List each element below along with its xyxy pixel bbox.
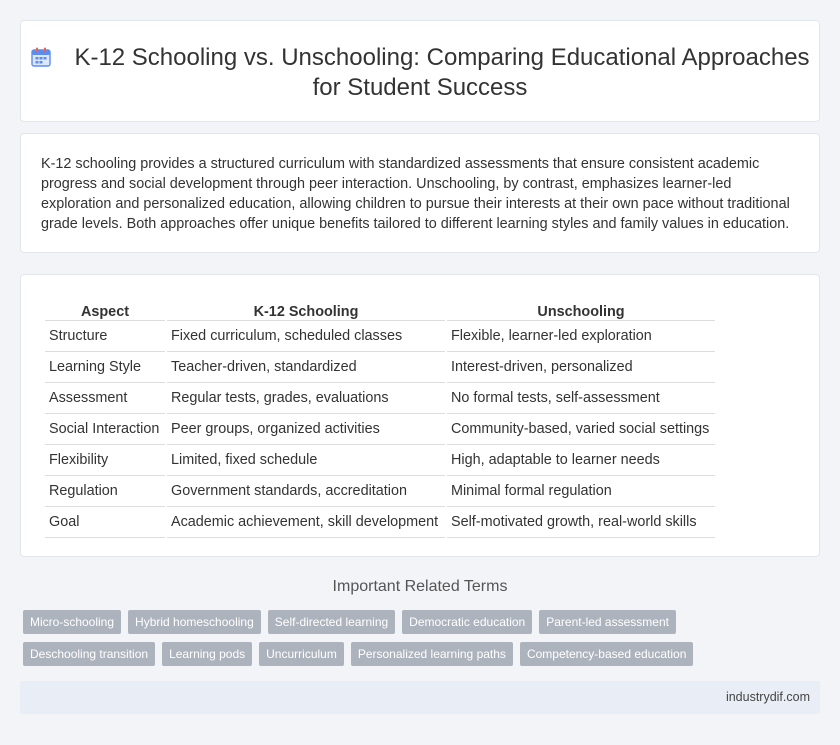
row-aspect: Assessment [45,383,165,414]
row-k12: Teacher-driven, standardized [167,352,445,383]
table-row [45,476,715,507]
table-row [45,383,715,414]
row-aspect: Goal [45,507,165,538]
row-k12: Academic achievement, skill development [167,507,445,538]
tag-micro-schooling[interactable]: Micro-schooling [23,610,121,634]
tag-parent-led-assessment[interactable]: Parent-led assessment [539,610,676,634]
page-title: K-12 Schooling vs. Unschooling: Comparing Educational Approaches for Student Success [74,44,810,101]
row-unschooling: Interest-driven, personalized [447,352,715,383]
row-k12: Limited, fixed schedule [167,445,445,476]
row-aspect: Social Interaction [45,414,165,445]
row-aspect: Regulation [45,476,165,507]
tag-uncurriculum[interactable]: Uncurriculum [259,642,344,666]
row-unschooling: Community-based, varied social settings [447,414,715,445]
row-unschooling: No formal tests, self-assessment [447,383,715,414]
table-header-row [45,297,715,321]
row-unschooling: High, adaptable to learner needs [447,445,715,476]
comparison-table [43,297,717,538]
footer [20,681,820,714]
header-card [20,20,820,122]
row-aspect: Learning Style [45,352,165,383]
tag-personalized-learning-paths[interactable]: Personalized learning paths [351,642,513,666]
footer-site-link[interactable]: industrydif.com [725,690,810,704]
table-row [45,507,715,538]
tag-self-directed-learning[interactable]: Self-directed learning [268,610,395,634]
related-terms-heading: Important Related Terms [332,578,508,595]
row-k12: Government standards, accreditation [167,476,445,507]
tag-deschooling-transition[interactable]: Deschooling transition [23,642,155,666]
intro-paragraph: K-12 schooling provides a structured curriculum with standardized assessments that ensure consistent academic progress and social development through peer interaction. Unschooling, by contrast, emphasizes learner-led exploration and personalized education, allowing children to pursue their interests at their own pace without traditional grade levels. Both approaches offer unique benefits tailored to different learning styles and family values in education. [41,156,790,232]
row-k12: Regular tests, grades, evaluations [167,383,445,414]
tag-row [23,610,723,634]
related-terms-tags [23,610,723,674]
row-unschooling: Minimal formal regulation [447,476,715,507]
table-row [45,414,715,445]
row-unschooling: Flexible, learner-led exploration [447,321,715,352]
table-row [45,352,715,383]
tag-competency-based-education[interactable]: Competency-based education [520,642,693,666]
row-aspect: Flexibility [45,445,165,476]
table-row [45,321,715,352]
calendar-icon [30,46,52,68]
header-aspect: Aspect [45,297,165,321]
tag-hybrid-homeschooling[interactable]: Hybrid homeschooling [128,610,261,634]
row-unschooling: Self-motivated growth, real-world skills [447,507,715,538]
page-title-wrap [21,43,819,103]
comparison-table-card [20,274,820,557]
tag-row [23,642,723,666]
intro-card [20,133,820,253]
row-aspect: Structure [45,321,165,352]
row-k12: Fixed curriculum, scheduled classes [167,321,445,352]
header-k12: K-12 Schooling [167,297,445,321]
tag-learning-pods[interactable]: Learning pods [162,642,252,666]
tag-democratic-education[interactable]: Democratic education [402,610,532,634]
header-unschooling: Unschooling [447,297,715,321]
row-k12: Peer groups, organized activities [167,414,445,445]
table-row [45,445,715,476]
